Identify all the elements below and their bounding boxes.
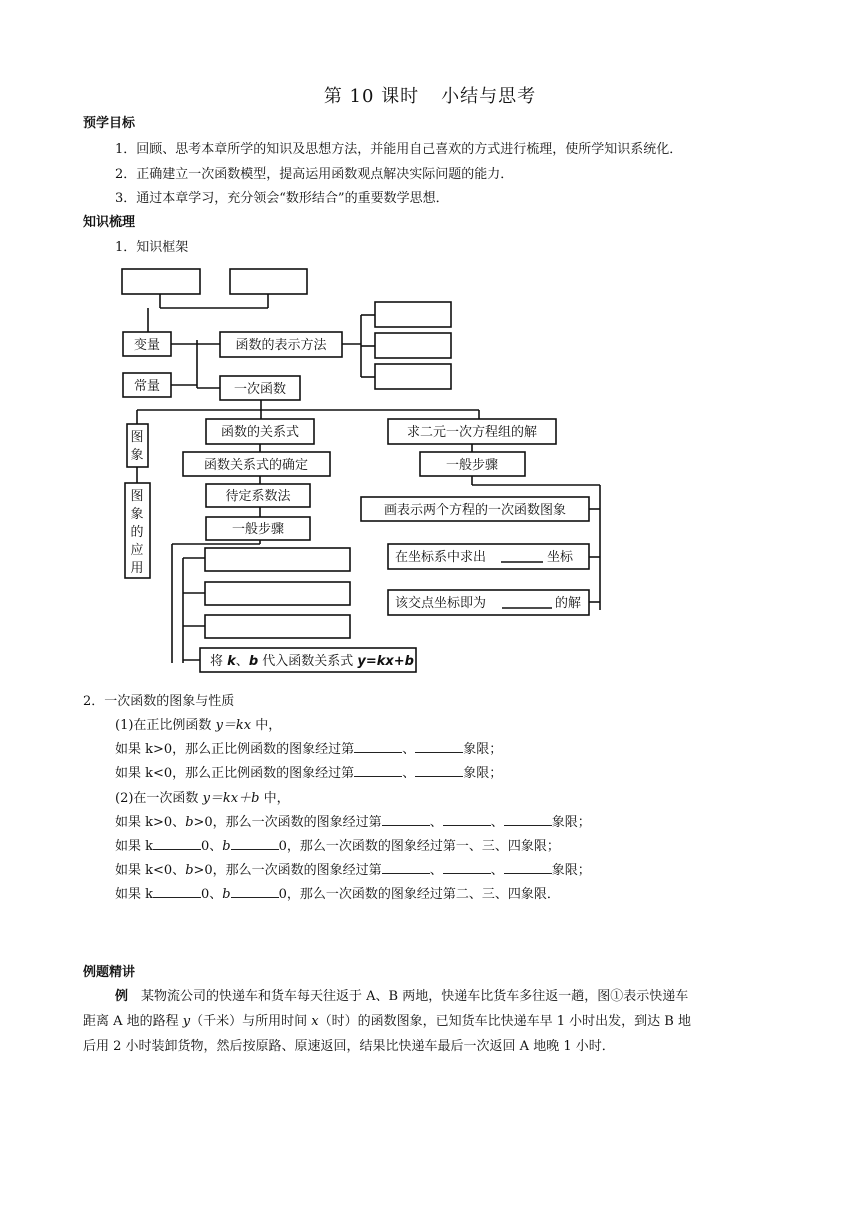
answer-blank[interactable] <box>415 763 463 777</box>
answer-blank[interactable] <box>443 812 491 826</box>
label-steps-left: 一般步骤 <box>231 522 285 537</box>
label-draw-graphs: 画表示两个方程的一次函数图象 <box>383 503 567 518</box>
label-representation: 函数的表示方法 <box>235 338 327 353</box>
p2-line-2: 如果 k 0、b 0，那么一次函数的图象经过第一、三、四象限； <box>115 835 560 854</box>
answer-blank[interactable] <box>354 763 402 777</box>
label-intersection-b: 的解 <box>555 596 582 611</box>
label-graph-char-2: 象 <box>130 448 144 463</box>
answer-blank[interactable] <box>153 836 201 850</box>
label-intersection-a: 该交点坐标即为 <box>395 596 487 611</box>
p1-intro: (1)在正比例函数 y＝kx 中， <box>115 718 282 733</box>
blank-box-top-right <box>230 269 307 294</box>
section-examples-heading: 例题精讲 <box>83 965 136 980</box>
label-steps-right: 一般步骤 <box>445 458 499 473</box>
answer-blank[interactable] <box>415 739 463 753</box>
goal-item: 2．正确建立一次函数模型，提高运用函数观点解决实际问题的能力． <box>115 167 514 182</box>
blank-box-representation-2 <box>375 333 451 358</box>
answer-blank[interactable] <box>382 860 430 874</box>
blank-box-step-3 <box>205 615 350 638</box>
label-find-coordinates-b: 坐标 <box>547 550 574 565</box>
section-review-heading: 知识梳理 <box>83 215 136 230</box>
example-line-1: 例 某物流公司的快递车和货车每天往返于 A、B 两地，快递车比货车多往返一趟，图①表示快递车 <box>115 989 689 1004</box>
blank-box-step-1 <box>205 548 350 571</box>
label-relation: 函数的关系式 <box>220 425 300 440</box>
p2-line-3: 如果 k<0、b>0，那么一次函数的图象经过第 、 、 象限； <box>115 859 591 878</box>
title-sub: 小结与思考 <box>441 86 537 107</box>
label-variable: 变量 <box>133 338 161 353</box>
label-find-coordinates-a: 在坐标系中求出 <box>395 550 487 565</box>
example-line-3: 后用 2 小时装卸货物，然后按原路、原速返回，结果比快递车最后一次返回 A 地晚 1 小时． <box>83 1039 615 1054</box>
label-graph-app-2: 象 <box>130 507 144 522</box>
answer-blank[interactable] <box>504 860 552 874</box>
framework-heading: 1．知识框架 <box>115 240 189 255</box>
goal-item: 1．回顾、思考本章所学的知识及思想方法，并能用自己喜欢的方式进行梳理，使所学知识系统化． <box>115 142 683 157</box>
label-linear-function: 一次函数 <box>233 382 287 397</box>
goal-item: 3．通过本章学习，充分领会“数形结合”的重要数学思想． <box>115 191 449 206</box>
p1-line-2: 如果 k<0，那么正比例函数的图象经过第 、 象限； <box>115 762 502 781</box>
example-line-2: 距离 A 地的路程 y（千米）与所用时间 x（时）的函数图象，已知货车比快递车早 1 小时出发，到达 B 地 <box>83 1014 691 1029</box>
blank-box-representation-3 <box>375 364 451 389</box>
label-graph-app-3: 的 <box>130 525 144 540</box>
label-graph-char-1: 图 <box>130 430 144 445</box>
blank-box-step-2 <box>205 582 350 605</box>
answer-blank[interactable] <box>504 812 552 826</box>
section-goals-heading: 预学目标 <box>83 116 136 131</box>
p2-line-1: 如果 k>0、b>0，那么一次函数的图象经过第 、 、 象限； <box>115 811 591 830</box>
blank-box-representation-1 <box>375 302 451 327</box>
blank-box-top-left <box>122 269 200 294</box>
label-substitute: 将 k、b 代入函数关系式 y=kx+b <box>210 654 414 669</box>
answer-blank[interactable] <box>382 812 430 826</box>
answer-blank[interactable] <box>153 884 201 898</box>
p1-line-1: 如果 k>0，那么正比例函数的图象经过第 、 象限； <box>115 738 502 757</box>
label-undetermined: 待定系数法 <box>225 489 291 504</box>
title-main: 第 10 课时 <box>323 86 420 107</box>
p2-intro: (2)在一次函数 y＝kx＋b 中， <box>115 791 290 806</box>
p2-line-4: 如果 k 0、b 0，那么一次函数的图象经过第二、三、四象限． <box>115 883 560 902</box>
label-graph-app-5: 用 <box>130 561 144 576</box>
answer-blank[interactable] <box>231 836 279 850</box>
label-determine: 函数关系式的确定 <box>203 458 309 473</box>
label-constant: 常量 <box>133 379 161 394</box>
label-solve-system: 求二元一次方程组的解 <box>406 425 538 440</box>
answer-blank[interactable] <box>354 739 402 753</box>
label-graph-app-1: 图 <box>130 489 144 504</box>
answer-blank[interactable] <box>231 884 279 898</box>
answer-blank[interactable] <box>443 860 491 874</box>
properties-heading: 2．一次函数的图象与性质 <box>83 694 235 709</box>
label-graph-app-4: 应 <box>130 543 144 558</box>
